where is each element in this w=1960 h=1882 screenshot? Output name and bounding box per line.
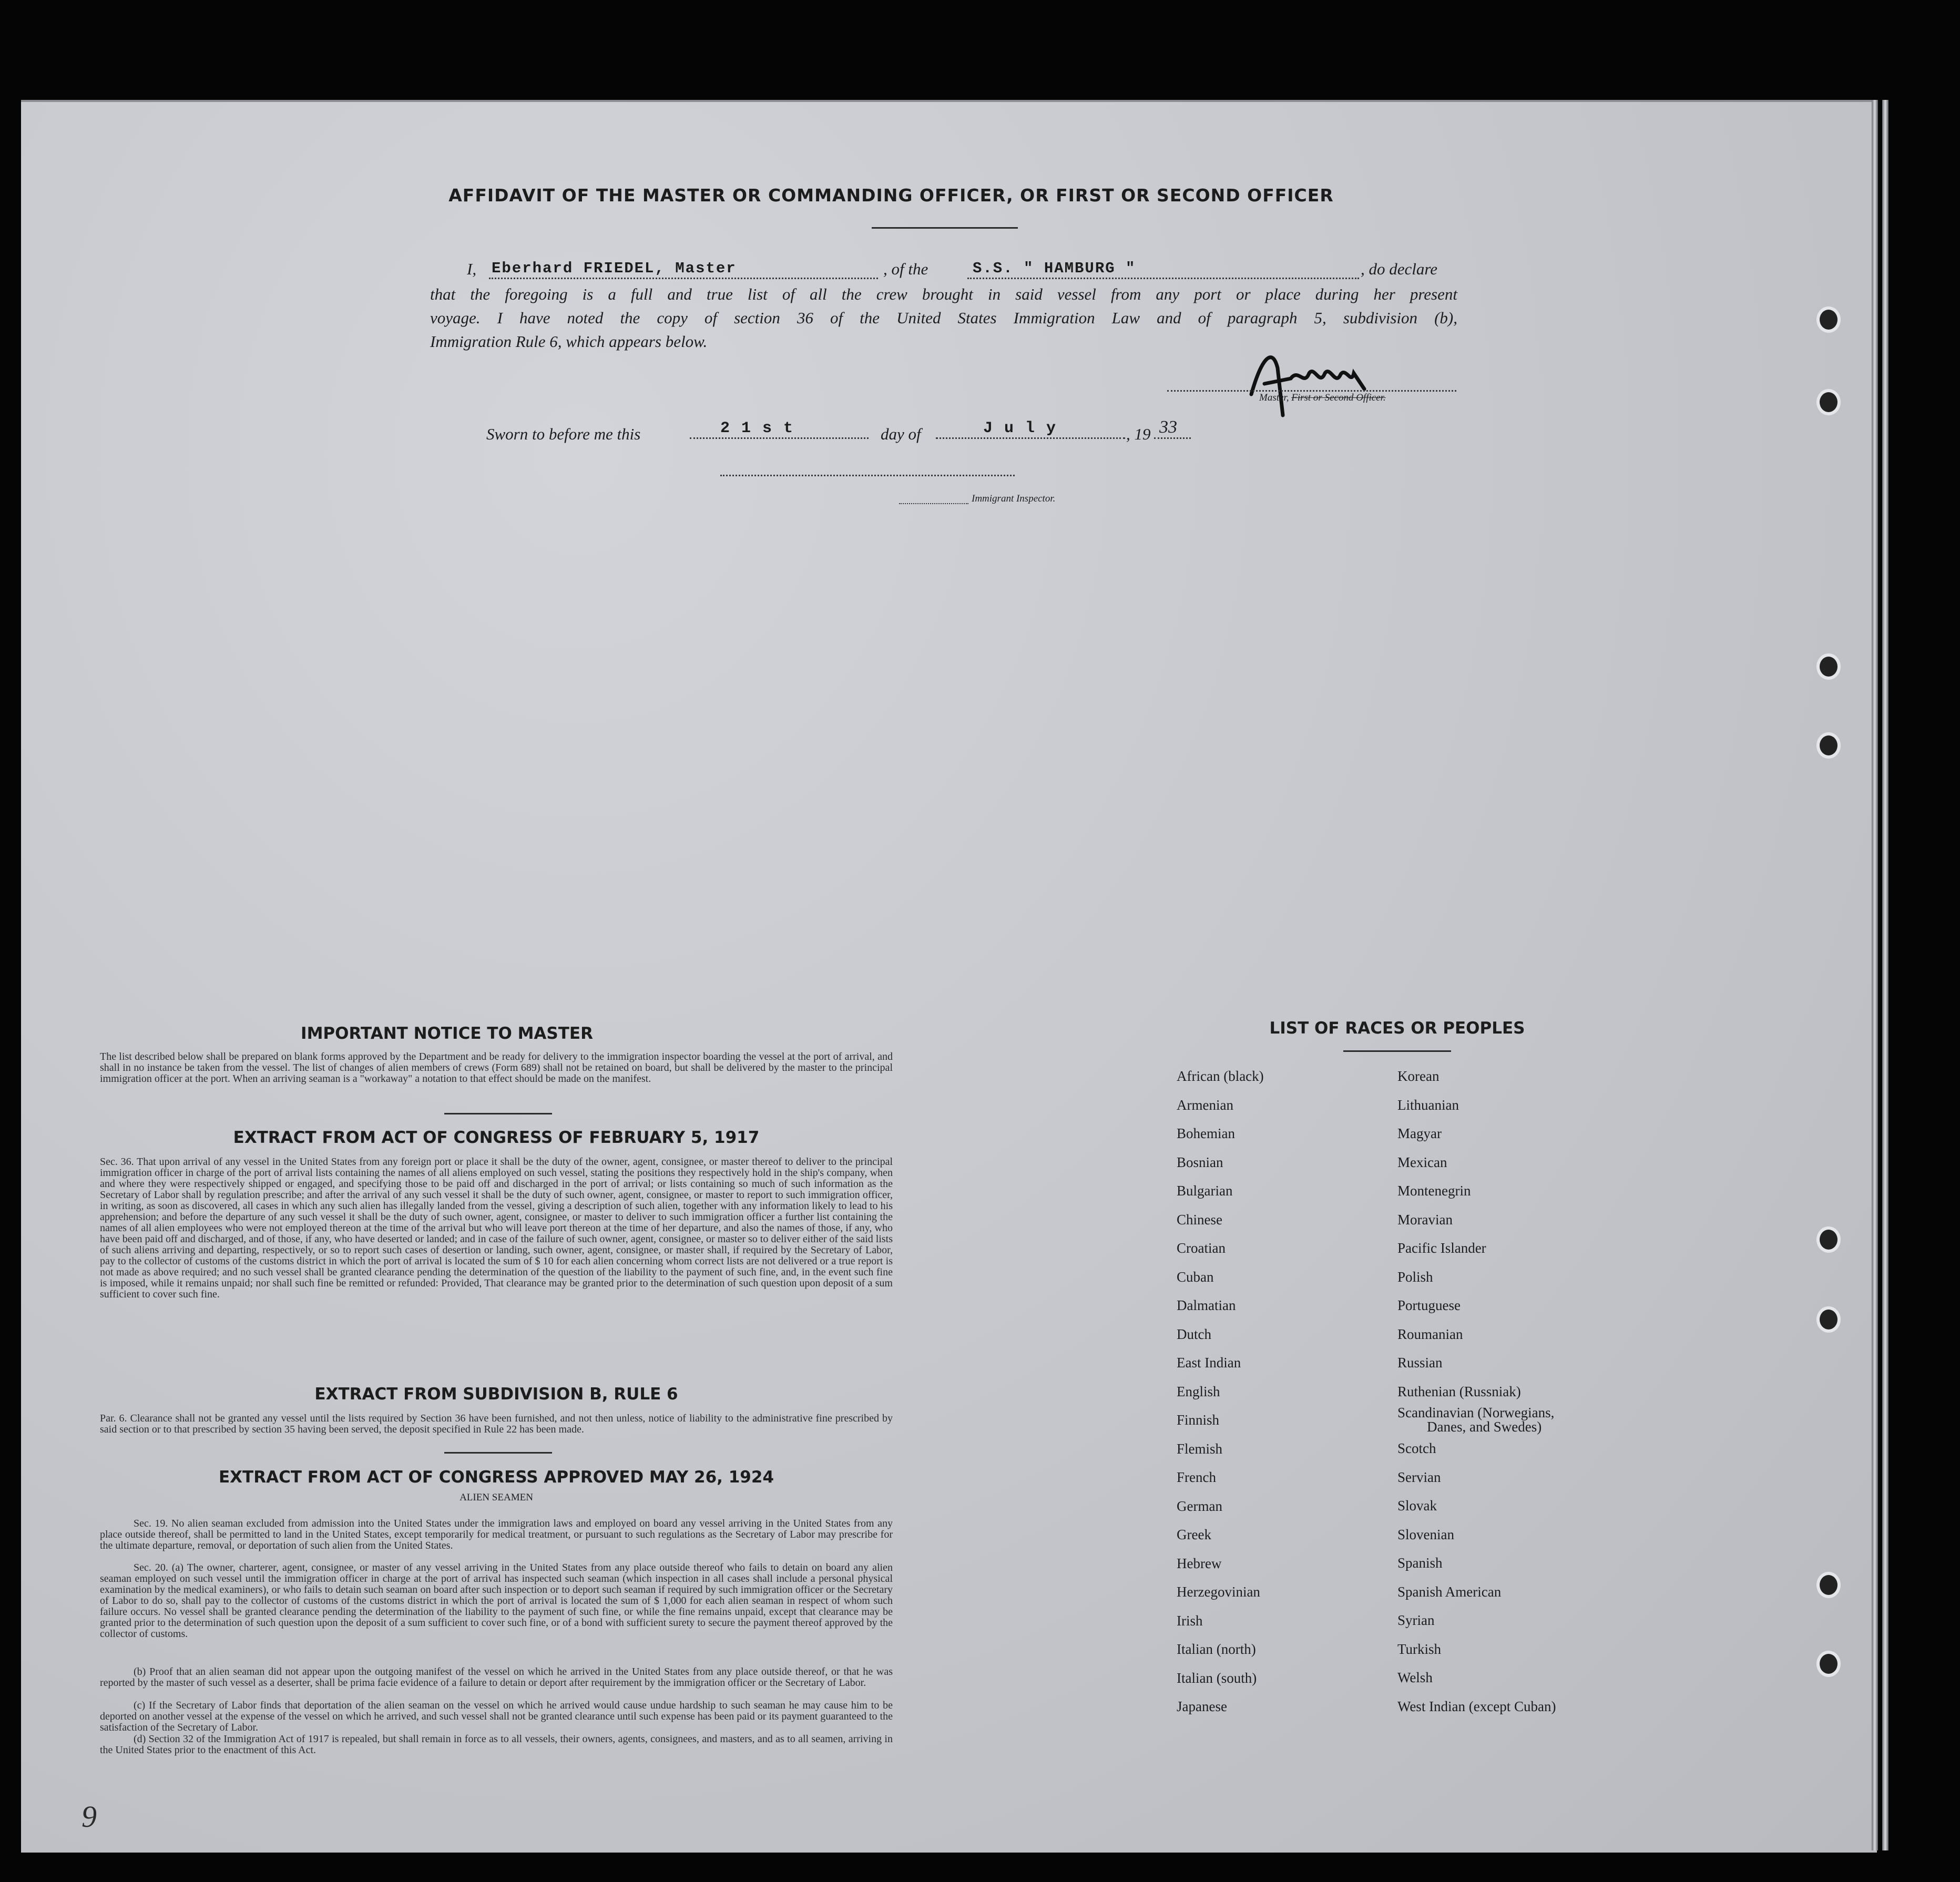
race-item: Spanish: [1397, 1555, 1443, 1571]
race-item: Russian: [1397, 1355, 1443, 1370]
affidavit-i: I,: [467, 260, 477, 278]
races-left-column: [1177, 1062, 1264, 1721]
page-edge: [1882, 100, 1888, 1850]
sec-19-body: Sec. 19. No alien seaman excluded from admission into the United States under the immigration laws and employed on board any vessel arriving in the United States from any place outside thereof, shall be permitted to land in the United States, except temporarily for medical treatment, or pursuant to such regulations as the Secretary of Labor may prescribe for the ultimate departure, removal, or deportation of such alien from the United States.: [100, 1518, 893, 1551]
race-item: Greek: [1177, 1527, 1211, 1542]
binder-hole: [1816, 389, 1841, 415]
race-item: Japanese: [1177, 1699, 1227, 1714]
race-item: Scandinavian (Norwegians,: [1397, 1405, 1555, 1420]
race-item: Korean: [1397, 1068, 1440, 1084]
binder-hole: [1816, 1651, 1841, 1677]
section-divider: [444, 1113, 552, 1114]
race-item: Mexican: [1397, 1154, 1447, 1170]
races-right-column: [1397, 1062, 1556, 1721]
sworn-day: 2 1 s t: [720, 420, 794, 437]
race-item: Italian (south): [1177, 1670, 1257, 1686]
race-item: German: [1177, 1498, 1222, 1514]
inspector-sign-line: [720, 475, 1015, 476]
race-item: Hebrew: [1177, 1555, 1222, 1571]
race-item: Moravian: [1397, 1211, 1453, 1228]
binder-hole: [1816, 1226, 1841, 1253]
extract-1924-subtitle: ALIEN SEAMEN: [460, 1492, 533, 1503]
affidavit-title: AFFIDAVIT OF THE MASTER OR COMMANDING OFFICER, OR FIRST OR SECOND OFFICER: [448, 185, 1334, 206]
race-item: Slovak: [1397, 1498, 1437, 1513]
sec-20c-body: (c) If the Secretary of Labor finds that deportation of the alien seaman on the vessel on which he arrived would cause undue hardship to such seaman he may cause him to be deported on another vessel at the expense of the vessel on which he arrived, and such vessel shall not be granted clearance until such expense has been paid or its payment guaranteed to the satisfaction of the Secretary of Labor.: [100, 1700, 893, 1733]
sec-20d-body: (d) Section 32 of the Immigration Act of 1917 is repealed, but shall remain in force as to all vessels, their owners, agents, consignees, and masters, and as to all seamen, arriving in the United States prior to the enactment of this Act.: [100, 1733, 893, 1756]
race-item: Lithuanian: [1397, 1097, 1459, 1113]
race-item: Polish: [1397, 1269, 1433, 1285]
affidavit-line-4: Immigration Rule 6, which appears below.: [430, 332, 708, 351]
race-item: Slovenian: [1397, 1526, 1454, 1542]
of-the-label: , of the: [883, 260, 928, 278]
section-divider: [444, 1452, 552, 1454]
inspector-line: [899, 503, 968, 504]
binder-hole: [1816, 306, 1841, 333]
notice-title: IMPORTANT NOTICE TO MASTER: [301, 1024, 593, 1043]
master-signature: [1241, 336, 1377, 431]
rule-6-title: EXTRACT FROM SUBDIVISION B, RULE 6: [314, 1385, 678, 1404]
race-item: Bulgarian: [1177, 1183, 1233, 1199]
race-item: Syrian: [1397, 1612, 1435, 1628]
race-item: Portuguese: [1397, 1297, 1461, 1313]
race-item: Cuban: [1177, 1269, 1214, 1285]
race-item: Turkish: [1397, 1641, 1442, 1657]
races-title: LIST OF RACES OR PEOPLES: [1269, 1019, 1525, 1038]
master-name: Eberhard FRIEDEL, Master: [492, 260, 737, 277]
signer-struck: First or Second Officer.: [1291, 392, 1386, 403]
year-suffix: 33: [1159, 417, 1177, 437]
extract-1924-title: EXTRACT FROM ACT OF CONGRESS APPROVED MAY 26, 1924: [218, 1468, 774, 1487]
race-item: Dalmatian: [1177, 1297, 1236, 1313]
binder-hole: [1816, 732, 1841, 759]
race-item: Croatian: [1177, 1240, 1226, 1256]
binder-hole: [1816, 1306, 1841, 1333]
race-item: Danes, and Swedes): [1427, 1419, 1542, 1435]
race-item: Bohemian: [1177, 1126, 1235, 1141]
race-item: Welsh: [1397, 1670, 1433, 1685]
rule-6-body: Par. 6. Clearance shall not be granted any vessel until the lists required by Section 36 have been furnished, and not then unless, notice of liability to the administrative fine prescribed by said section or to that prescribed by section 35 having been served, the deposit specified in Rule 22 has been made.: [100, 1413, 893, 1435]
race-item: Dutch: [1177, 1326, 1211, 1342]
race-item: East Indian: [1177, 1355, 1241, 1370]
year-prefix: , 19: [1126, 425, 1151, 443]
binder-hole: [1816, 653, 1841, 680]
race-item: Servian: [1397, 1469, 1441, 1485]
race-item: Magyar: [1397, 1126, 1442, 1141]
extract-1917-title: EXTRACT FROM ACT OF CONGRESS OF FEBRUARY 5, 1917: [233, 1128, 760, 1147]
extract-1917-body: Sec. 36. That upon arrival of any vessel in the United States from any foreign port or place it shall be the duty of the owner, agent, consignee, or master thereof to deliver to the principal immigration officer in charge of the port of arrival lists containing the names of all aliens employed on such vessel, stating the positions they respectively hold in the ship's company, when and where they were respectively shipped or engaged, and specifying those to be paid off and discharged in the port of arrival; or lists containing so much of such information as the Secretary of Labor shall by regulation prescribe; and after the arrival of any such vessel it shall be the duty of such owner, agent, consignee, or master to report to such immigration officer, in writing, as soon as discovered, all cases in which any such alien has illegally landed from the vessel, giving a description of such alien, together with any information likely to lead to his apprehension; and before the departure of any such vessel it shall be the duty of such owner, agent, consignee, or master to deliver to such immigration officer a further list containing the names of all alien employees who were not employed thereon at the time of the arrival but who will leave port thereon at the time of her departure, and also the names of those, if any, who have been paid off and discharged, and of those, if any, who have deserted or landed; and in case of the failure of such owner, agent, consignee, or master so to deliver either of the said lists of such aliens arriving and departing, respectively, or so to report such cases of desertion or landing, such owner, agent, consignee, or master shall, if required by the Secretary of Labor, pay to the collector of customs of the customs district in which the port of arrival is located the sum of $ 10 for each alien concerning whom correct lists are not delivered or a true report is not made as above required; and no such vessel shall be granted clearance pending the determination of the question of the liability to the payment of such fine, and, in the event such fine is imposed, while it remains unpaid; nor shall such fine be remitted or refunded: Provided, That clearance may be granted prior to the determination of such question upon deposit of a sum sufficient to cover such fine.: [100, 1156, 893, 1300]
race-item: Bosnian: [1177, 1154, 1223, 1170]
sworn-month: J u l y: [983, 420, 1057, 437]
day-line: [690, 437, 869, 439]
name-line: [489, 278, 878, 279]
race-item: Spanish American: [1397, 1583, 1502, 1600]
title-underline: [872, 227, 1018, 229]
notice-body: The list described below shall be prepared on blank forms approved by the Department and be ready for delivery to the immigration inspector boarding the vessel at the port of arrival, and shall in no instance be taken from the vessel. The list of changes of alien members of crews (Form 689) shall not be retained on board, but shall be delivered by the master to the principal immigration officer at the port. When an arriving seaman is a "workaway" a notation to that effect should be made on the manifest.: [100, 1051, 893, 1085]
month-line: [936, 437, 1125, 439]
race-item: Pacific Islander: [1397, 1240, 1486, 1256]
race-item: English: [1177, 1383, 1220, 1399]
race-item: Italian (north): [1177, 1641, 1256, 1657]
race-item: French: [1177, 1469, 1216, 1485]
race-item: Irish: [1177, 1612, 1203, 1629]
vessel-name: S.S. " HAMBURG ": [973, 260, 1136, 277]
affidavit-line-3: voyage. I have noted the copy of section 36 of the United States Immigration Law and of paragraph 5, subdivision (b),: [430, 309, 1457, 327]
race-item: Scotch: [1397, 1440, 1436, 1456]
race-item: Roumanian: [1397, 1326, 1463, 1342]
year-line: [1154, 437, 1191, 439]
page-mark: 9: [81, 1799, 97, 1834]
page-edge: [1872, 100, 1878, 1850]
day-of-label: day of: [881, 425, 921, 443]
race-item: West Indian (except Cuban): [1397, 1698, 1556, 1714]
race-item: Montenegrin: [1397, 1183, 1471, 1199]
race-item: Chinese: [1177, 1211, 1222, 1228]
signer-title: [1259, 392, 1386, 404]
vessel-line: [967, 278, 1359, 279]
inspector-label: Immigrant Inspector.: [972, 493, 1056, 504]
signer-prefix: Master,: [1259, 392, 1289, 403]
do-declare-label: , do declare: [1361, 260, 1438, 278]
races-title-underline: [1343, 1050, 1451, 1052]
signature-line: [1167, 390, 1456, 392]
sworn-label: Sworn to before me this: [486, 425, 641, 443]
affidavit-line-2: that the foregoing is a full and true list of all the crew brought in said vessel from any port or place during her present: [430, 285, 1457, 303]
race-item: Ruthenian (Russniak): [1397, 1383, 1521, 1399]
sec-20b-body: (b) Proof that an alien seaman did not appear upon the outgoing manifest of the vessel on which he arrived in the United States from any place outside thereof, or that he was reported by the master of such vessel as a deserter, shall be prima facie evidence of a failure to detain or deport after requirement by the immigration officer or the Secretary of Labor.: [100, 1666, 893, 1689]
race-item: Armenian: [1177, 1097, 1233, 1113]
binder-hole: [1816, 1572, 1841, 1598]
race-item: Flemish: [1177, 1440, 1223, 1457]
race-item: Finnish: [1177, 1412, 1220, 1428]
race-item: Herzegovinian: [1177, 1584, 1260, 1600]
sec-20a-body: Sec. 20. (a) The owner, charterer, agent, consignee, or master of any vessel arriving in the United States from any place outside thereof who fails to detain on board any alien seaman employed on such vessel until the immigration officer in charge at the port of arrival has inspected such seaman (which inspection in all cases shall include a personal physical examination by the medical examiners), or who fails to detain such seaman on board after such inspection or to deport such seaman if required by such immigration officer or the Secretary of Labor to do so, shall pay to the collector of customs of the customs district in which the port of arrival is located the sum of $ 1,000 for each alien seaman in respect of whom such failure occurs. No vessel shall be granted clearance pending the determination of the liability to the payment of such fine, or while the fine remains unpaid, except that clearance may be granted prior to the determination of such question upon the deposit of a sum sufficient to cover such fine, or of a bond with sufficient surety to secure the payment thereof approved by the collector of customs.: [100, 1562, 893, 1640]
race-item: African (black): [1177, 1068, 1264, 1084]
